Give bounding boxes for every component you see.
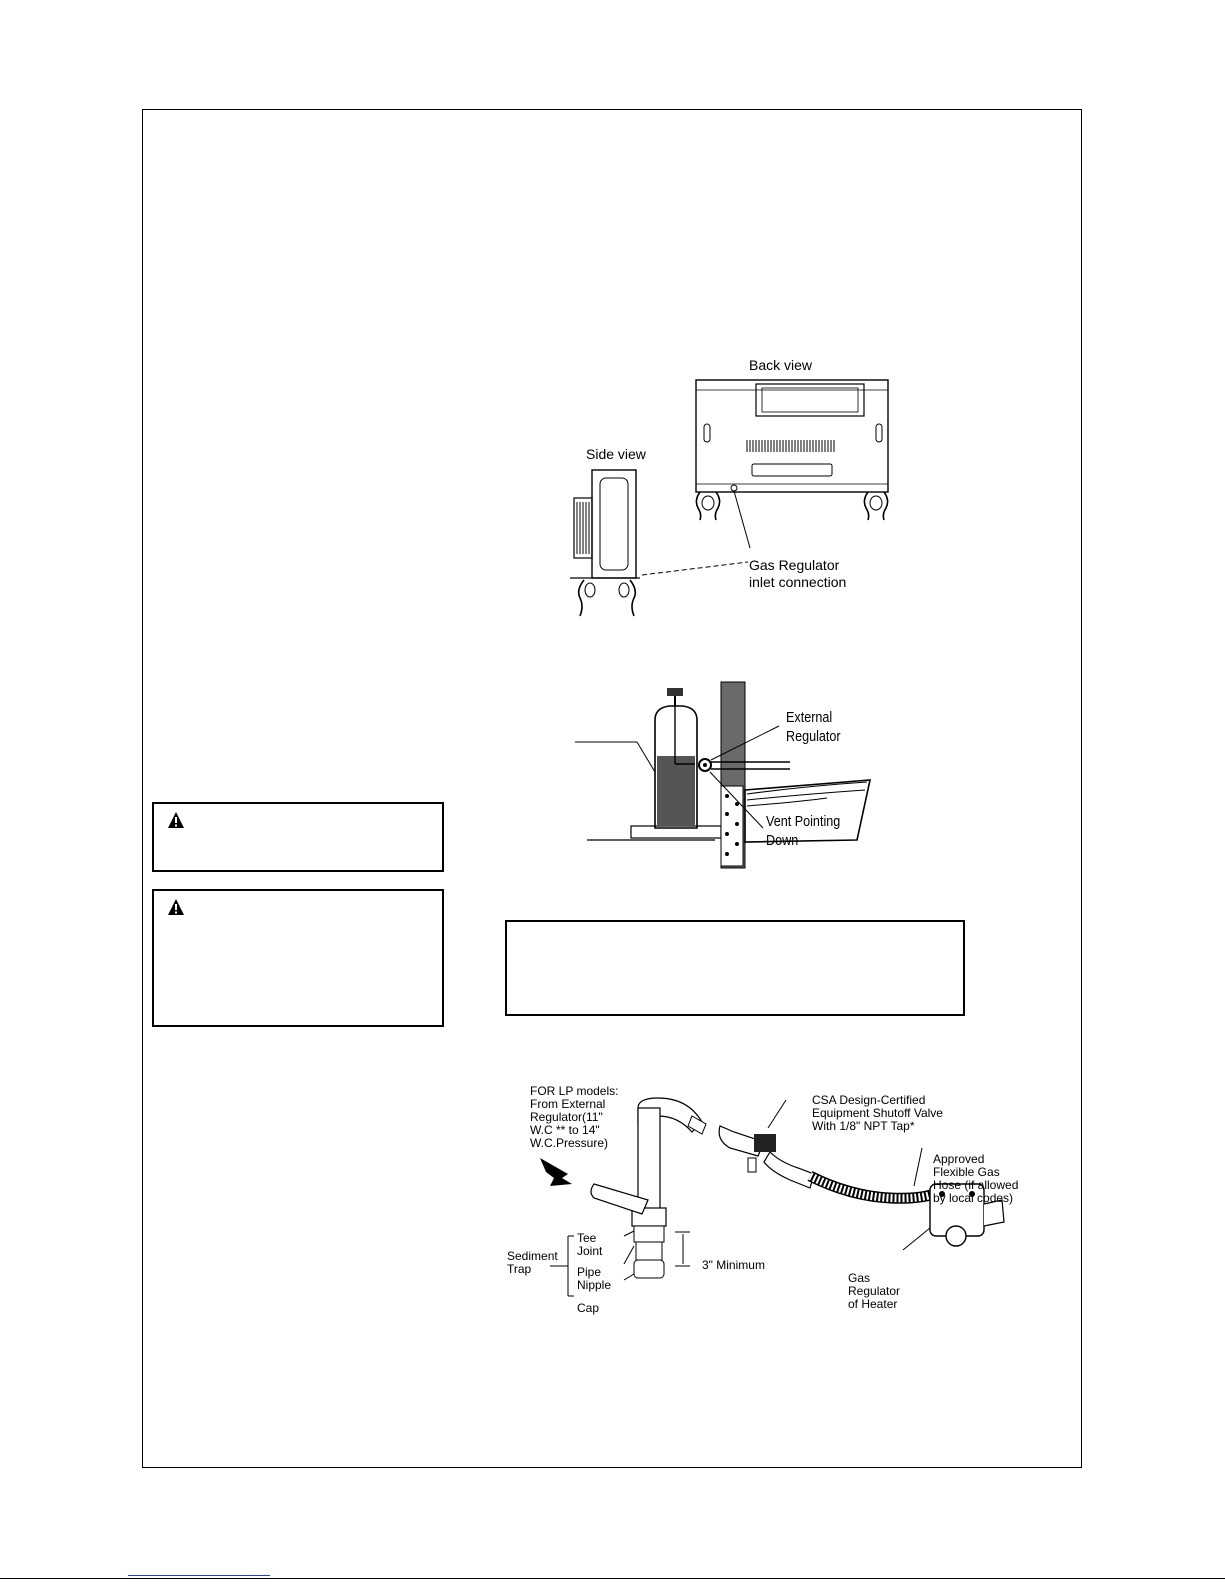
warning-triangle-icon [168,812,184,828]
external-regulator-label: External Regulator [786,709,841,745]
heater-gas-regulator-label: Gas Regulator of Heater [848,1271,901,1311]
warning-box-2 [152,889,444,1027]
three-inch-minimum-label: 3" Minimum [702,1258,765,1272]
pipe-nipple-label: Pipe Nipple [577,1265,612,1292]
gas-regulator-label: Gas Regulator inlet connection [749,557,847,590]
lp-models-note: FOR LP models: From External Regulator(11" W.C ** to 14" W.C.Pressure) [530,1084,619,1150]
cap-label: Cap [577,1301,600,1315]
warning-box-1 [152,802,444,872]
note-box [505,920,965,1016]
heater-side-view-drawing [570,462,770,622]
back-view-label: Back view [749,357,813,373]
vent-pointing-down-label: Vent Pointing Down [766,813,841,849]
sediment-trap-label: Sediment Trap [507,1249,558,1276]
flexible-gas-hose-label: Approved Flexible Gas Hose (if allowed by local codes) [933,1152,1019,1205]
side-view-label: Side view [586,446,646,462]
footer-link-underline[interactable] [128,1575,270,1576]
tee-joint-label: Tee Joint [577,1231,603,1258]
warning-triangle-icon [168,899,184,915]
footer-rule [0,1578,1225,1579]
shutoff-valve-label: CSA Design-Certified Equipment Shutoff Valve With 1/8" NPT Tap* [812,1093,943,1133]
